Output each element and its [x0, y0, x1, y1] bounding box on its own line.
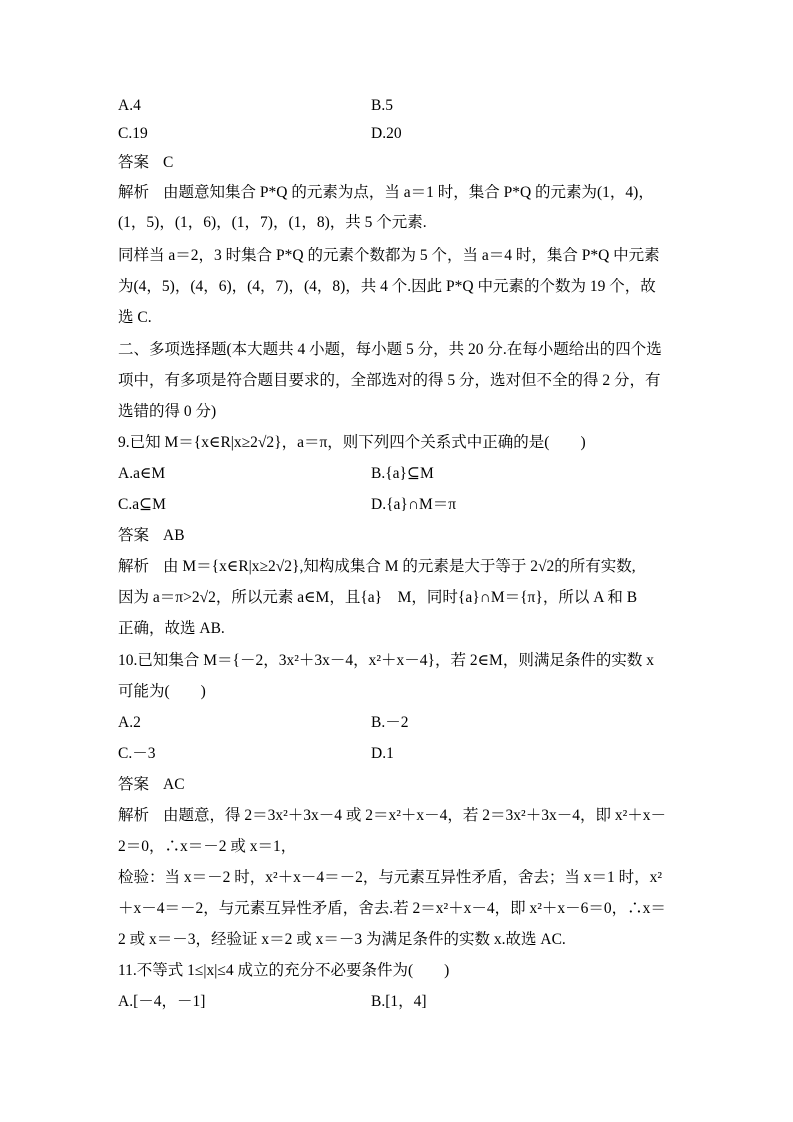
q10-analysis-line-1: 解析 由题意，得 2＝3x²＋3x－4 或 2＝x²＋x－4，若 2＝3x²＋3x－4，即 x²＋x－ — [118, 807, 666, 824]
q10-option-b: B.－2 — [371, 714, 409, 731]
q9-option-d: D.{a}∩M＝π — [371, 496, 457, 513]
section2-instructions-line-1: 二、多项选择题(本大题共 4 小题，每小题 5 分，共 20 分.在每小题给出的四个选 — [118, 341, 662, 358]
q10-option-c: C.－3 — [118, 745, 156, 762]
q8-analysis-line-1: 解析 由题意知集合 P*Q 的元素为点，当 a＝1 时，集合 P*Q 的元素为(1，4)， — [118, 184, 654, 201]
q10-analysis-line-3: 检验：当 x＝－2 时，x²＋x－4＝－2，与元素互异性矛盾，舍去；当 x＝1 时，x² — [118, 869, 663, 886]
q8-option-a: A.4 — [118, 97, 141, 114]
q8-option-d: D.20 — [371, 125, 402, 142]
answer-value: AC — [163, 776, 185, 793]
q10-analysis-line-2: 2＝0，∴x＝－2 或 x＝1， — [118, 838, 297, 855]
q8-analysis-line-3: 同样当 a＝2，3 时集合 P*Q 的元素个数都为 5 个，当 a＝4 时，集合 P*Q 中元素 — [118, 247, 660, 264]
section2-instructions-line-2: 项中，有多项是符合题目要求的，全部选对的得 5 分，选对但不全的得 2 分，有 — [118, 372, 661, 389]
q9-analysis-line-1: 解析 由 M＝{x∈R|x≥2√2},知构成集合 M 的元素是大于等于 2√2的所有实数, — [118, 558, 636, 575]
q11-stem: 11.不等式 1≤|x|≤4 成立的充分不必要条件为( ) — [118, 962, 450, 979]
section2-instructions-line-3: 选错的得 0 分) — [118, 403, 217, 420]
q9-option-a: A.a∈M — [118, 465, 166, 482]
q11-option-b: B.[1，4] — [371, 993, 427, 1010]
analysis-label: 解析 — [118, 807, 150, 824]
q10-option-a: A.2 — [118, 714, 141, 731]
q9-analysis-line-2: 因为 a＝π>2√2，所以元素 a∈M，且{a} M，同时{a}∩M＝{π}，所以 A 和 B — [118, 589, 638, 606]
q8-analysis-line-4: 为(4，5)，(4，6)，(4，7)，(4，8)，共 4 个.因此 P*Q 中元素的个数为 19 个，故 — [118, 278, 656, 295]
q8-option-b: B.5 — [371, 97, 393, 114]
answer-label: 答案 — [118, 776, 150, 793]
answer-label: 答案 — [118, 527, 150, 544]
q9-analysis-line-3: 正确，故选 AB. — [118, 620, 225, 637]
q10-stem-line-1: 10.已知集合 M＝{－2，3x²＋3x－4，x²＋x－4}，若 2∈M，则满足条件的实数 x — [118, 652, 654, 669]
q9-option-b: B.{a}⊆M — [371, 465, 434, 482]
q8-analysis-line-2: (1，5)，(1，6)，(1，7)，(1，8)，共 5 个元素. — [118, 214, 427, 231]
q10-analysis-line-4: ＋x－4＝－2，与元素互异性矛盾，舍去.若 2＝x²＋x－4，即 x²＋x－6＝0，∴x＝ — [118, 900, 666, 917]
q8-analysis-line-5: 选 C. — [118, 309, 152, 326]
q10-stem-line-2: 可能为( ) — [118, 683, 206, 700]
analysis-label: 解析 — [118, 558, 150, 575]
q8-answer — [118, 153, 173, 173]
answer-label: 答案 — [118, 154, 150, 171]
q8-option-c: C.19 — [118, 125, 148, 142]
q10-option-d: D.1 — [371, 745, 394, 762]
q9-option-c: C.a⊆M — [118, 496, 166, 513]
q10-analysis-line-5: 2 或 x＝－3，经验证 x＝2 或 x＝－3 为满足条件的实数 x.故选 AC. — [118, 931, 566, 948]
analysis-label: 解析 — [118, 184, 150, 201]
q10-answer — [118, 775, 185, 795]
answer-value: AB — [163, 527, 185, 544]
q9-answer — [118, 526, 185, 546]
q9-stem: 9.已知 M＝{x∈R|x≥2√2}，a＝π，则下列四个关系式中正确的是( ) — [118, 434, 586, 451]
answer-value: C — [163, 154, 174, 171]
q11-option-a: A.[－4，－1] — [118, 993, 206, 1010]
